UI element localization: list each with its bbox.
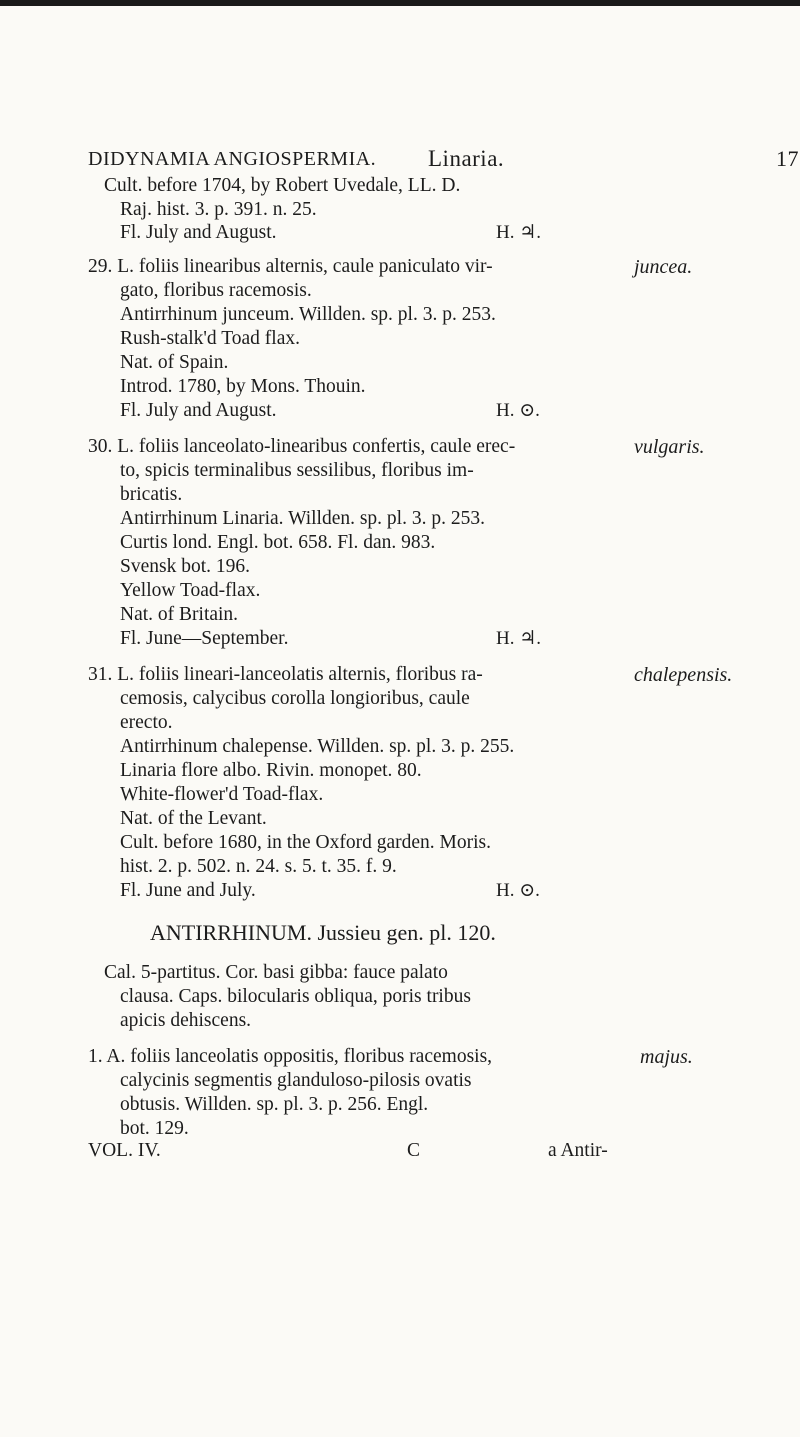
text-line: Svensk bot. 196.: [120, 556, 251, 577]
text-line: clausa. Caps. bilocularis obliqua, poris tribus: [120, 986, 471, 1007]
text-line: Antirrhinum Linaria. Willden. sp. pl. 3. p. 253.: [120, 508, 485, 529]
text-line: Fl. June and July.: [120, 880, 256, 901]
text-line: Yellow Toad-flax.: [120, 580, 261, 601]
gathering-mark: C: [407, 1140, 421, 1161]
text-line: Cult. before 1704, by Robert Uvedale, LL. D.: [104, 175, 461, 196]
genus-heading: ANTIRRHINUM. Jussieu gen. pl. 120.: [150, 920, 496, 945]
text-line: Cult. before 1680, in the Oxford garden. Moris.: [120, 832, 491, 853]
species-diagnosis-line: 30. L. foliis lanceolato-linearibus confertis, caule erec-: [88, 436, 516, 457]
text-line: Nat. of Britain.: [120, 604, 239, 625]
hardiness-mark: H. ⊙.: [496, 880, 540, 901]
text-line: Rush-stalk'd Toad flax.: [120, 328, 300, 349]
text-line: bricatis.: [120, 484, 183, 505]
header-section: DIDYNAMIA ANGIOSPERMIA.: [88, 148, 377, 170]
species-epithet: vulgaris.: [634, 436, 705, 458]
text-line: Antirrhinum chalepense. Willden. sp. pl. 3. p. 255.: [120, 736, 515, 757]
catchword: a Antir-: [548, 1140, 608, 1161]
text-line: Fl. June—September.: [120, 628, 289, 649]
text-line: Raj. hist. 3. p. 391. n. 25.: [120, 199, 317, 220]
text-line: to, spicis terminalibus sessilibus, floribus im-: [120, 460, 474, 481]
text-line: hist. 2. p. 502. n. 24. s. 5. t. 35. f. 9.: [120, 856, 397, 877]
text-line: calycinis segmentis glanduloso-pilosis ovatis: [120, 1070, 472, 1091]
text-line: erecto.: [120, 712, 173, 733]
text-line: obtusis. Willden. sp. pl. 3. p. 256. Engl.: [120, 1094, 429, 1115]
page-number: 17: [776, 146, 799, 171]
species-diagnosis-line: 1. A. foliis lanceolatis oppositis, floribus racemosis,: [88, 1046, 493, 1067]
species-diagnosis-line: 29. L. foliis linearibus alternis, caule paniculato vir-: [88, 256, 493, 277]
species-diagnosis-line: 31. L. foliis lineari-lanceolatis alternis, floribus ra-: [88, 664, 483, 685]
text-line: cemosis, calycibus corolla longioribus, caule: [120, 688, 470, 709]
hardiness-mark: H. ♃.: [496, 628, 542, 649]
text-line: Antirrhinum junceum. Willden. sp. pl. 3. p. 253.: [120, 304, 496, 325]
species-epithet: majus.: [640, 1046, 693, 1068]
hardiness-mark: H. ♃.: [496, 222, 542, 243]
volume-signature: VOL. IV.: [88, 1140, 161, 1161]
text-line: gato, floribus racemosis.: [120, 280, 312, 301]
text-line: Fl. July and August.: [120, 400, 277, 421]
text-line: White-flower'd Toad-flax.: [120, 784, 324, 805]
text-line: apicis dehiscens.: [120, 1010, 252, 1031]
species-epithet: chalepensis.: [634, 664, 733, 686]
text-line: Fl. July and August.: [120, 222, 277, 243]
text-line: Nat. of Spain.: [120, 352, 229, 373]
text-line: Nat. of the Levant.: [120, 808, 267, 829]
text-line: Linaria flore albo. Rivin. monopet. 80.: [120, 760, 422, 781]
text-line: bot. 129.: [120, 1118, 189, 1139]
species-epithet: juncea.: [634, 256, 693, 278]
header-genus: Linaria.: [428, 146, 505, 171]
text-line: Curtis lond. Engl. bot. 658. Fl. dan. 983.: [120, 532, 436, 553]
genus-character-line: Cal. 5-partitus. Cor. basi gibba: fauce palato: [104, 962, 448, 983]
text-line: Introd. 1780, by Mons. Thouin.: [120, 376, 366, 397]
hardiness-mark: H. ⊙.: [496, 400, 540, 421]
